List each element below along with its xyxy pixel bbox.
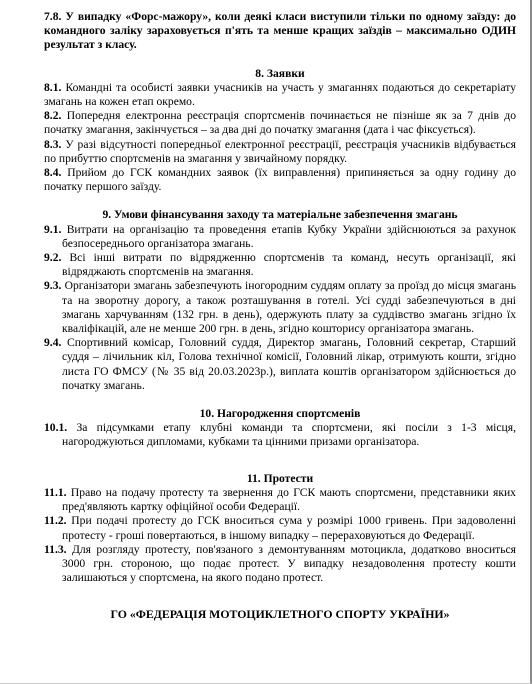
clause-text: Організатори змагань забезпечують іногородним суддям оплату за проїзд до місця змагань та на зворотну дорогу, а також розташування в готелі. Усі судді забезпечуються в дні змагань харчуванням (132 грн. в день), одержують плату за суддівство змагань згідно їх кваліфікацій, але не менше 200 грн. в день, згідно кошторису організатора змагань. <box>62 279 516 336</box>
clause-text: При подачі протесту до ГСК вноситься сума у розмірі 1000 гривень. При задоволенні протесту - гроші повертаються, в іншому випадку – перераховуються до Федерації. <box>62 514 516 542</box>
clause-number: 11.3. <box>44 542 67 556</box>
clause-text: Для розгляду протесту, пов'язаного з демонтуванням мотоцикла, додатково вноситься 3000 грн. стороною, що подає протест. У випадку незадоволення протесту кошти залишаються у спортсмена, на якого подано протест. <box>62 542 516 585</box>
clause-text: У разі відсутності попередньої електронної реєстрації, реєстрація учасників відбувається по прибуттю спортсменів на змагання у звичайному порядку. <box>44 137 516 165</box>
clause-text: За підсумками етапу клубні команди та спортсмени, які посіли з 1-3 місця, нагороджуються дипломами, кубками та цінними призами організатора. <box>62 421 516 449</box>
clause-number: 9.4. <box>44 336 62 350</box>
section-heading-awards: 10. Нагородження спортсменів <box>199 407 361 421</box>
section-heading-financing: 9. Умови фінансування заходу та матеріальне забезпечення змагань <box>102 208 458 222</box>
clause-number: 8.3. <box>44 137 62 151</box>
clause-8-3 <box>44 138 516 166</box>
clause-7-8 <box>44 10 516 53</box>
clause-number: 10.1. <box>44 421 68 435</box>
clause-number: 11.1. <box>44 485 67 499</box>
section-heading-protests: 11. Протести <box>246 471 314 485</box>
clause-text: Витрати на організацію та проведення етапів Кубку України здійснюються за рахунок безпосереднього організатора змагань. <box>62 222 516 250</box>
clause-number: 7.8. <box>44 10 62 23</box>
clause-10-1 <box>44 421 516 449</box>
clause-number: 9.1. <box>44 222 62 236</box>
clause-number: 11.2. <box>44 514 67 528</box>
clause-9-2 <box>44 251 516 279</box>
clause-text: Прийом до ГСК командних заявок (їх виправлення) припиняється за одну годину до початку першого заїзду. <box>44 166 516 194</box>
clause-number: 9.2. <box>44 251 62 265</box>
clause-text: Всі інші витрати по відрядженню спортсменів та команд, несуть організації, які відряджають спортсменів на змагання. <box>62 251 516 279</box>
clause-9-4 <box>44 336 516 393</box>
clause-number: 8.4. <box>44 166 62 180</box>
clause-11-1 <box>44 486 516 514</box>
organization-signature: ГО «ФЕДЕРАЦІЯ МОТОЦИКЛЕТНОГО СПОРТУ УКРАЇНИ» <box>110 607 450 622</box>
clause-8-1 <box>44 81 516 109</box>
clause-number: 8.2. <box>44 109 62 123</box>
clause-text: Право на подачу протесту та звернення до ГСК мають спортсмени, представники яких пред'являють картку офіційної особи Федерації. <box>62 485 516 514</box>
clause-text: Попередня електронна реєстрація спортсменів починається не пізніше як за 7 днів до початку змагання, закінчується – за два дні до початку змагання (дата і час фіксується). <box>44 109 516 137</box>
clause-text: Командні та особисті заявки учасників на участь у змаганнях подаються до секретаріату змагань на кожен етап окремо. <box>44 80 516 109</box>
clause-11-2 <box>44 514 516 542</box>
clause-number: 9.3. <box>44 279 62 293</box>
clause-8-2 <box>44 109 516 137</box>
clause-number: 8.1. <box>44 80 62 94</box>
clause-8-4 <box>44 166 516 194</box>
clause-text: Спортивний комісар, Головний суддя, Директор змагань, Головний секретар, Старший суддя – лічильник кіл, Голова технічної комісії, Головний лікар, отримують кошти, згідно листа ГО ФМСУ (№ 35 від 20.03.2023р.), виплата коштів організатором здійснюється до початку змагань. <box>62 336 516 392</box>
clause-11-3 <box>44 543 516 586</box>
section-heading-applications: 8. Заявки <box>255 66 305 80</box>
clause-9-3 <box>44 279 516 336</box>
clause-text: У випадку «Форс-мажору», коли деякі класи виступили тільки по одному заїзду: до командного заліку зараховується п'ять та менше кращих заїздів – максимально ОДИН результат з класу. <box>44 10 516 52</box>
clause-9-1 <box>44 223 516 251</box>
